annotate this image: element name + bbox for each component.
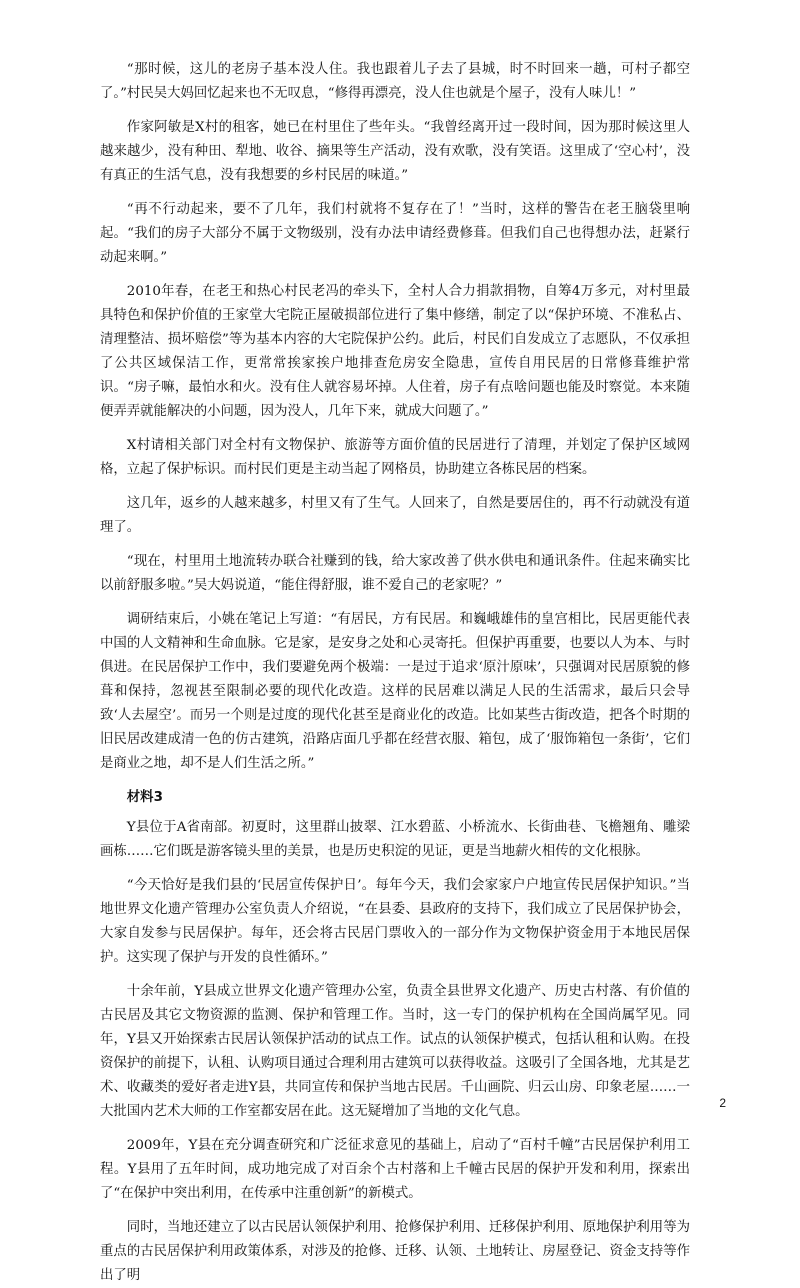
paragraph: 十余年前，Y县成立世界文化遗产管理办公室，负责全县世界文化遗产、历史古村落、有价值的古民居及其它文物资源的监测、保护和管理工作。当时，这一专门的保护机构在全国尚属罕见。同年，Y县又开始探索古民居认领保护活动的试点工作。试点的认领保护模式，包括认租和认购。在投资保护的前提下，认租、认购项目通过合理利用古建筑可以获得收益。这吸引了全国各地，尤其是艺术、收藏类的爱好者走进Y县，共同宣传和保护当地古民居。千山画院、归云山房、印象老屋……一大批国内艺术大师的工作室都安居在此。这无疑增加了当地的文化气息。 [100, 984, 690, 1119]
paragraph: 这几年，返乡的人越来越多，村里又有了生气。人回来了，自然是要居住的，再不行动就没有道理了。 [100, 496, 690, 535]
paragraph: X村请相关部门对全村有文物保护、旅游等方面价值的民居进行了清理，并划定了保护区域网格，立起了保护标识。而村民们更是主动当起了网格员，协助建立各栋民居的档案。 [100, 438, 690, 477]
paragraph: “那时候，这儿的老房子基本没人住。我也跟着儿子去了县城，时不时回来一趟，可村子都空了。”村民吴大妈回忆起来也不无叹息，“修得再漂亮，没人住也就是个屋子，没有人味儿！” [100, 62, 690, 101]
paragraph: “再不行动起来，要不了几年，我们村就将不复存在了！”当时，这样的警告在老王脑袋里响起。“我们的房子大部分不属于文物级别，没有办法申请经费修葺。但我们自己也得想办法，赶紧行动起来啊。” [100, 202, 690, 265]
paragraph: 2009年，Y县在充分调查研究和广泛征求意见的基础上，启动了“百村千幢”古民居保护利用工程。Y县用了五年时间，成功地完成了对百余个古村落和上千幢古民居的保护开发和利用，探索出了“在保护中突出利用，在传承中注重创新”的新模式。 [100, 1138, 690, 1201]
paragraph: Y县位于A省南部。初夏时，这里群山披翠、江水碧蓝、小桥流水、长街曲巷、飞檐翘角、雕梁画栋……它们既是游客镜头里的美景，也是历史积淀的见证，更是当地薪火相传的文化根脉。 [100, 820, 690, 859]
paragraph: 2010年春，在老王和热心村民老冯的牵头下，全村人合力捐款捐物，自筹4万多元，对村里最具特色和保护价值的王家堂大宅院正屋破损部位进行了集中修缮，制定了以“保护环境、不准私占、清理整洁、损坏赔偿”等为基本内容的大宅院保护公约。此后，村民们自发成立了志愿队，不仅承担了公共区域保洁工作，更常常挨家挨户地排查危房安全隐患，宣传自用民居的日常修葺维护常识。“房子嘛，最怕水和火。没有住人就容易坏掉。人住着，房子有点啥问题也能及时察觉。本来随便弄弄就能解决的小问题，因为没人，几年下来，就成大问题了。” [100, 284, 690, 419]
section-title: 材料3 [126, 790, 163, 805]
paragraph: 同时，当地还建立了以古民居认领保护利用、抢修保护利用、迁移保护利用、原地保护利用等为重点的古民居保护利用政策体系，对涉及的抢修、迁移、认领、土地转让、房屋登记、资金支持等作出了明 [100, 1220, 690, 1283]
paragraph: 调研结束后，小姚在笔记上写道：“有居民，方有民居。和巍峨雄伟的皇宫相比，民居更能代表中国的人文精神和生命血脉。它是家，是安身之处和心灵寄托。但保护再重要，也要以人为本、与时俱进。在民居保护工作中，我们要避免两个极端：一是过于追求‘原汁原味’，只强调对民居原貌的修葺和保持，忽视甚至限制必要的现代化改造。这样的民居难以满足人民的生活需求，最后只会导致‘人去屋空’。而另一个则是过度的现代化甚至是商业化的改造。比如某些古街改造，把各个时期的旧民居改建成清一色的仿古建筑，沿路店面几乎都在经营衣服、箱包，成了‘服饰箱包一条街’，它们是商业之地，却不是人们生活之所。” [100, 612, 690, 771]
paragraph: “今天恰好是我们县的‘民居宣传保护日’。每年今天，我们会家家户户地宣传民居保护知识。”当地世界文化遗产管理办公室负责人介绍说，“在县委、县政府的支持下，我们成立了民居保护协会，大家自发参与民居保护。每年，还会将古民居门票收入的一部分作为文物保护资金用于本地民居保护。这实现了保护与开发的良性循环。” [100, 878, 690, 965]
paragraph: 作家阿敏是X村的租客，她已在村里住了些年头。“我曾经离开过一段时间，因为那时候这里人越来越少，没有种田、犁地、收谷、摘果等生产活动，没有欢歌，没有笑语。这里成了‘空心村’，没有真正的生活气息，没有我想要的乡村民居的味道。” [100, 120, 690, 183]
paragraph: “现在，村里用土地流转办联合社赚到的钱，给大家改善了供水供电和通讯条件。住起来确实比以前舒服多啦。”吴大妈说道，“能住得舒服，谁不爱自己的老家呢？” [100, 554, 690, 593]
page-number: 2 [719, 1096, 726, 1110]
